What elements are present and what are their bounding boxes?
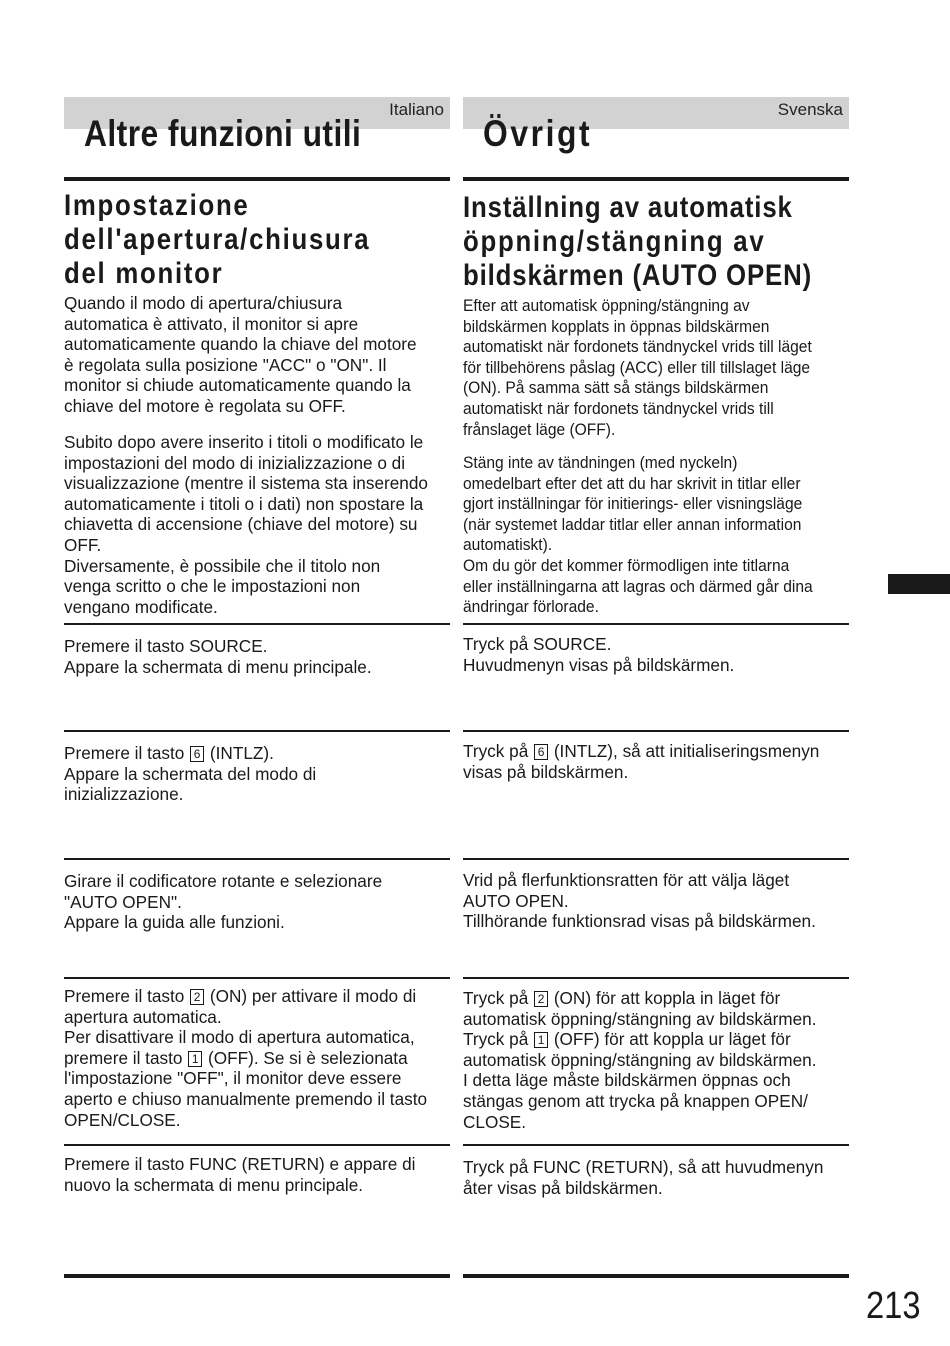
key-6-icon: 6 <box>190 746 204 762</box>
step-3-text: Vrid på flerfunktionsratten för att välja läget AUTO OPEN. Tillhörande funktionsrad visas på bildskärmen. <box>463 870 816 932</box>
step-2-text: Tryck på 6 (INTLZ), så att initialiseringsmenyn visas på bildskärmen. <box>463 741 820 782</box>
key-2-icon: 2 <box>534 991 548 1007</box>
step-2-text: Premere il tasto 6 (INTLZ). Appare la schermata del modo di inizializzazione. <box>64 743 317 805</box>
intro-paragraph-2: Stäng inte av tändningen (med nyckeln) omedelbart efter det att du har skrivit in titlar eller gjort inställningar för initierings- eller visningsläge (när systemet laddar titlar eller annan information automatiskt). Om du gör det kommer förmodligen inte titlarna eller inställningarna att lagras och därmed går dina ändringar förlorade. <box>463 454 813 617</box>
section-header-band <box>463 97 849 154</box>
intro-paragraph-1: Efter att automatisk öppning/stängning av bildskärmen kopplats in öppnas bildskärmen automatiskt när fordonets tändnyckel vrids till läget för tillbehörens påslag (ACC) eller till tillslaget läge (ON). På samma sätt så stängs bildskärmen automatiskt när fordonets tändnyckel vrids till frånslaget läge (OFF). <box>463 297 812 439</box>
key-1-icon: 1 <box>534 1032 548 1048</box>
italian-column <box>64 97 450 1195</box>
step-divider <box>64 858 450 860</box>
step-3-text: Girare il codificatore rotante e selezionare "AUTO OPEN". Appare la guida alle funzioni. <box>64 871 383 933</box>
section-title: Övrigt <box>483 113 593 154</box>
step-divider <box>463 730 849 732</box>
step-divider <box>463 1144 849 1146</box>
language-label: Italiano <box>389 100 444 119</box>
swedish-column <box>463 97 849 1198</box>
intro-paragraph-2: Subito dopo avere inserito i titoli o modificato le impostazioni del modo di inizializzazione o di visualizzazione (mentre il sistema sta inserendo automaticamente i titoli o i dati) non spostare la chiavetta di accensione (chiave del motore) su OFF. Diversamente, è possibile che il titolo non venga scritto o che le impostazioni non vengano modificate. <box>64 432 428 617</box>
step-1-text: Tryck på SOURCE. Huvudmenyn visas på bildskärmen. <box>463 634 735 675</box>
intro-paragraph-1: Quando il modo di apertura/chiusura automatica è attivato, il monitor si apre automaticamente quando la chiave del motore è regolata sulla posizione "ACC" o "ON". Il monitor si chiude automaticamente quando la chiave del motore è regolata su OFF. <box>64 293 417 416</box>
step-5-text: Tryck på FUNC (RETURN), så att huvudmenyn åter visas på bildskärmen. <box>463 1157 824 1198</box>
footer-rule <box>463 1274 849 1278</box>
step-divider <box>463 858 849 860</box>
heading-rule <box>64 177 450 181</box>
step-divider <box>64 623 450 625</box>
footer-rule <box>64 1274 450 1278</box>
topic-heading: Impostazione dell'apertura/chiusura del monitor <box>64 189 371 290</box>
topic-heading: Inställning av automatisk öppning/stängning av bildskärmen (AUTO OPEN) <box>463 191 813 292</box>
step-4-text: Premere il tasto 2 (ON) per attivare il modo di apertura automatica. Per disattivare il modo di apertura automatica, premere il tasto 1 (OFF). Se si è selezionata l'impostazione "OFF", il monitor deve essere aperto e chiuso manualmente premendo il tasto OPEN/CLOSE. <box>64 986 428 1130</box>
step-1-text: Premere il tasto SOURCE. Appare la schermata di menu principale. <box>64 636 372 677</box>
step-divider <box>463 977 849 979</box>
step-divider <box>64 730 450 732</box>
key-6-icon: 6 <box>534 744 548 760</box>
page-number: 213 <box>866 1285 921 1327</box>
page-edge-tab <box>888 574 950 594</box>
step-4-text: Tryck på 2 (ON) för att koppla in läget för automatisk öppning/stängning av bildskärmen. Tryck på 1 (OFF) för att koppla ur läget för automatisk öppning/stängning av bildskärmen. I detta läge måste bildskärmen öppnas och stängas genom att trycka på knappen OPEN/ CLOSE. <box>463 988 817 1132</box>
step-5-text: Premere il tasto FUNC (RETURN) e appare di nuovo la schermata di menu principale. <box>64 1154 416 1195</box>
section-title: Altre funzioni utili <box>84 113 362 154</box>
key-2-icon: 2 <box>190 989 204 1005</box>
step-divider <box>64 1144 450 1146</box>
step-divider <box>463 623 849 625</box>
key-1-icon: 1 <box>188 1051 202 1067</box>
step-divider <box>64 977 450 979</box>
language-label: Svenska <box>777 100 843 119</box>
section-header-band <box>64 97 450 154</box>
heading-rule <box>463 177 849 181</box>
